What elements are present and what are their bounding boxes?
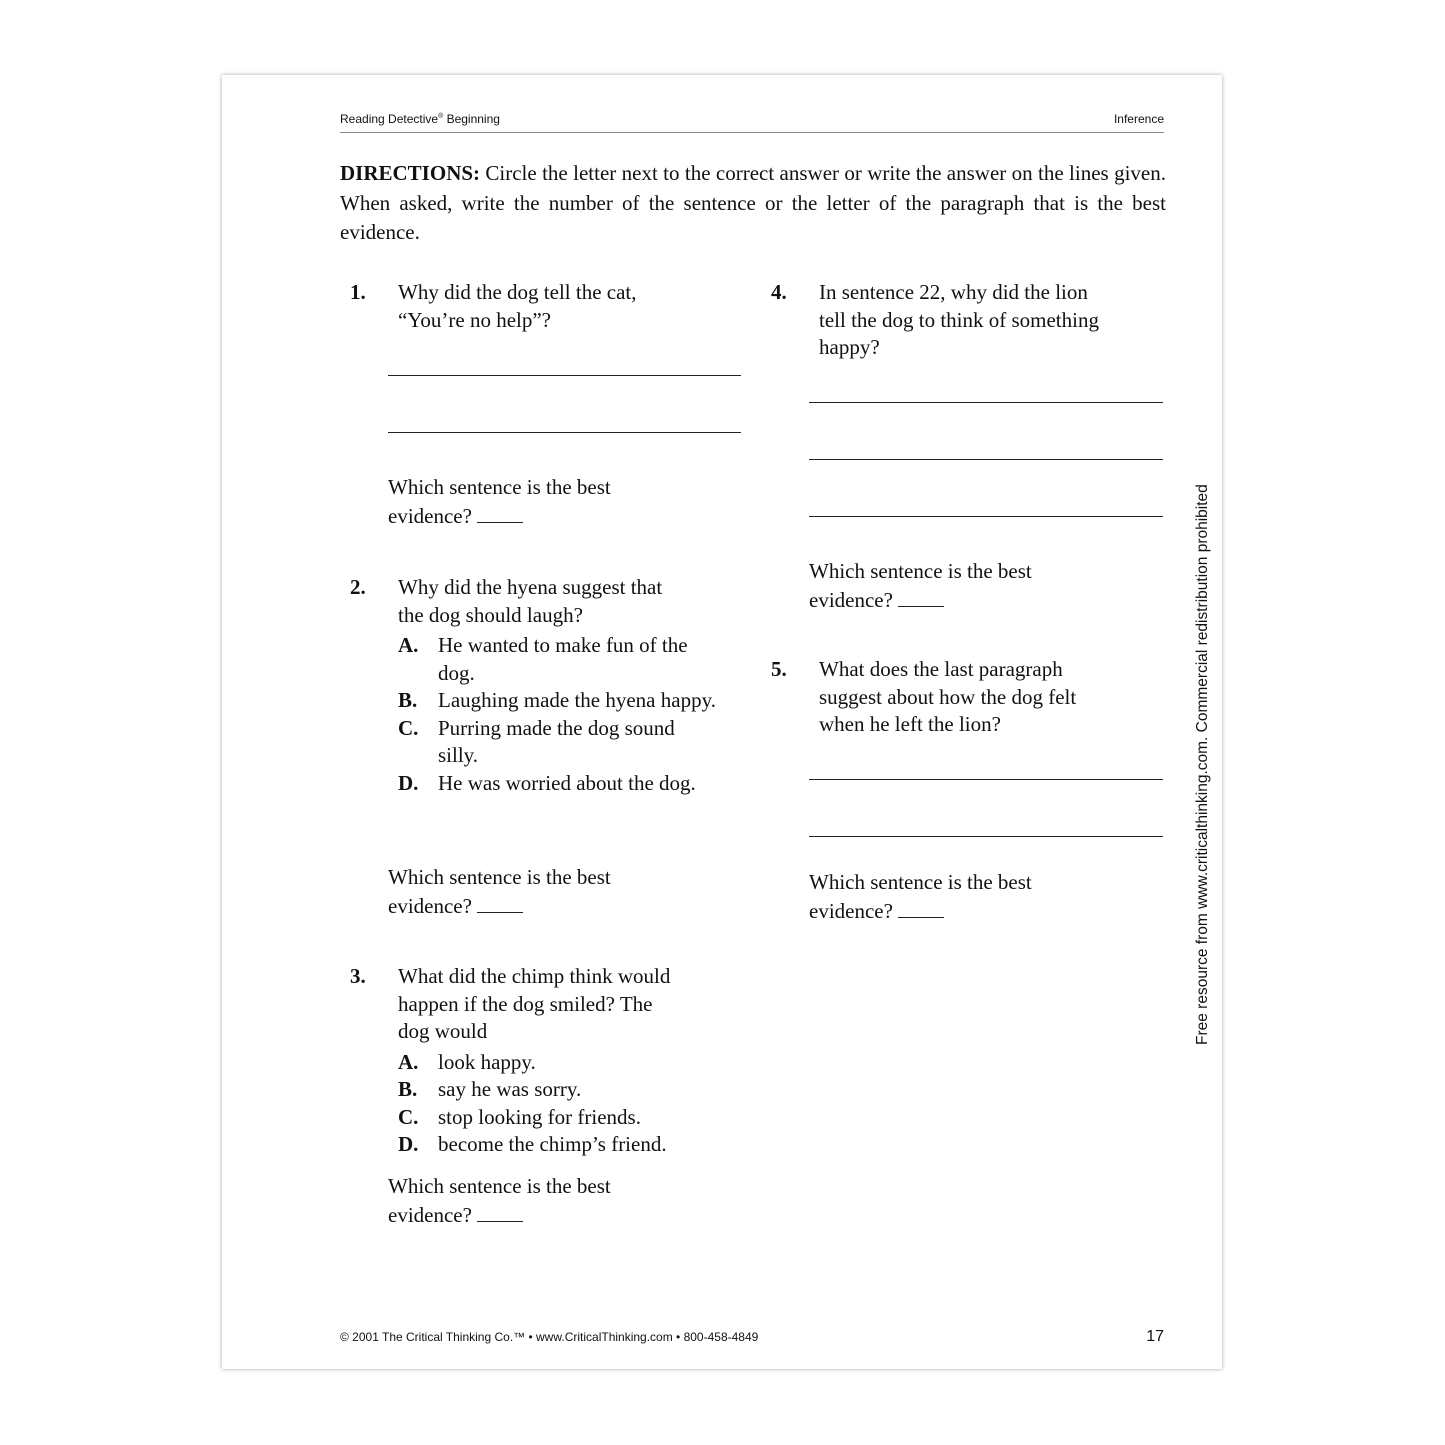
option-a[interactable]: A. look happy. [398, 1049, 536, 1074]
question-text-line: the dog should laugh? [398, 602, 583, 627]
question-text-line: suggest about how the dog felt [819, 684, 1077, 709]
evidence-prompt [809, 868, 1032, 926]
evidence-text: Which sentence is the best [388, 1174, 611, 1198]
evidence-text: evidence? [388, 1203, 472, 1227]
question-text-line: Why did the hyena suggest that [398, 575, 663, 599]
evidence-blank[interactable] [898, 899, 944, 918]
evidence-text: evidence? [809, 588, 893, 612]
question-text-line: Why did the dog tell the cat, [398, 280, 637, 304]
evidence-text: Which sentence is the best [809, 559, 1032, 583]
page-header [340, 112, 1164, 133]
evidence-text: Which sentence is the best [809, 870, 1032, 894]
section-title: Inference [1113, 112, 1164, 126]
evidence-blank[interactable] [477, 894, 523, 913]
question-5 [771, 656, 1171, 739]
answer-line[interactable] [809, 836, 1163, 837]
question-text-line: dog would [398, 1019, 488, 1043]
question-text-line: In sentence 22, why did the lion [819, 280, 1088, 304]
directions-text: Circle the letter next to the correct answer or write the answer on the lines given. When asked, write the number of the sentence or the letter of the paragraph that is the best evidence. [340, 161, 1166, 244]
evidence-text: Which sentence is the best [388, 475, 611, 499]
evidence-blank[interactable] [477, 1203, 523, 1222]
question-2 [350, 574, 750, 797]
question-4 [771, 279, 1171, 362]
question-number: 3. [350, 964, 366, 988]
question-text-line: What does the last paragraph [819, 657, 1063, 681]
evidence-prompt [388, 473, 611, 531]
question-text-line: tell the dog to think of something [819, 307, 1099, 332]
directions-label: DIRECTIONS: [340, 161, 481, 185]
page-number: 17 [1146, 1328, 1164, 1345]
redistribution-notice: Free resource from www.criticalthinking.com. Commercial redistribution prohibited [1194, 484, 1211, 1045]
evidence-blank[interactable] [477, 504, 523, 523]
question-text-line: happy? [819, 335, 880, 359]
option-b[interactable]: B. Laughing made the hyena happy. [398, 688, 716, 712]
answer-line[interactable] [388, 432, 741, 433]
evidence-text: evidence? [809, 899, 893, 923]
answer-line[interactable] [809, 459, 1163, 460]
option-d[interactable]: D. He was worried about the dog. [398, 770, 696, 795]
question-3 [350, 963, 750, 1159]
question-text-line: “You’re no help”? [398, 307, 551, 332]
copyright-text: © 2001 The Critical Thinking Co.™ • www.CriticalThinking.com • 800-458-4849 [340, 1330, 759, 1344]
question-text-line: What did the chimp think would [398, 964, 671, 988]
answer-line[interactable] [809, 779, 1163, 780]
evidence-prompt [388, 1172, 611, 1230]
evidence-text: Which sentence is the best [388, 865, 611, 889]
evidence-text: evidence? [388, 894, 472, 918]
evidence-prompt [388, 863, 611, 921]
question-number: 4. [771, 280, 787, 304]
question-1 [350, 279, 750, 334]
question-text-line: when he left the lion? [819, 712, 1001, 736]
answer-line[interactable] [809, 516, 1163, 517]
question-text-line: happen if the dog smiled? The [398, 991, 653, 1016]
question-number: 2. [350, 575, 366, 599]
option-a[interactable]: A. He wanted to make fun of the dog. [398, 633, 688, 685]
question-number: 5. [771, 657, 787, 681]
evidence-prompt [809, 557, 1032, 615]
page-footer [340, 1328, 1164, 1346]
question-number: 1. [350, 280, 366, 304]
option-d[interactable]: D. become the chimp’s friend. [398, 1132, 667, 1156]
option-b[interactable]: B. say he was sorry. [398, 1077, 582, 1101]
option-c[interactable]: C. stop looking for friends. [398, 1104, 641, 1129]
directions [340, 159, 1166, 248]
worksheet-page [222, 75, 1222, 1369]
answer-line[interactable] [809, 402, 1163, 403]
option-c[interactable]: C. Purring made the dog sound silly. [398, 715, 675, 767]
evidence-blank[interactable] [898, 588, 944, 607]
answer-line[interactable] [388, 375, 741, 376]
book-title: Reading Detective® Beginning [340, 112, 500, 126]
evidence-text: evidence? [388, 504, 472, 528]
